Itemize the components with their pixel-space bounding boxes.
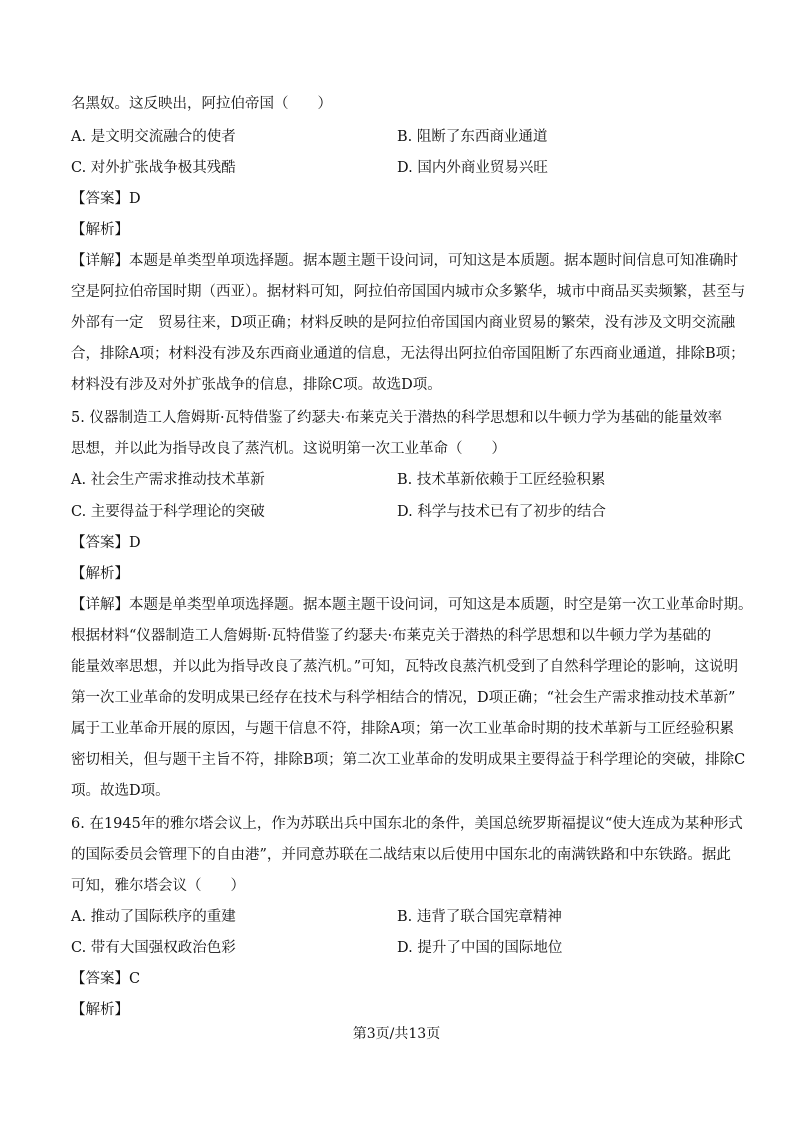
q4-answer: 【答案】D	[71, 191, 141, 207]
q6-stem-line-1: 6. 在1945年的雅尔塔会议上，作为苏联出兵中国东北的条件，美国总统罗斯福提议“使大连成为某种形式	[71, 816, 743, 832]
q5-answer: 【答案】D	[71, 535, 141, 551]
q6-option-a: A. 推动了国际秩序的重建	[71, 909, 236, 925]
q4-analysis-label: 【解析】	[71, 222, 129, 238]
q5-detail-line-1: 【详解】本题是单类型单项选择题。据本题主题干设问词，可知这是本质题，时空是第一次工业革命时期。	[71, 597, 753, 613]
q6-option-c: C. 带有大国强权政治色彩	[71, 940, 236, 956]
q4-detail-line-2: 空是阿拉伯帝国时期（西亚）。据材料可知，阿拉伯帝国国内城市众多繁华，城市中商品买卖频繁，甚至与	[71, 284, 746, 300]
q5-option-d: D. 科学与技术已有了初步的结合	[397, 504, 606, 520]
q5-analysis-label: 【解析】	[71, 566, 129, 582]
q4-option-c: C. 对外扩张战争极其残酷	[71, 160, 236, 176]
q5-detail-line-2: 根据材料“仪器制造工人詹姆斯·瓦特借鉴了约瑟夫·布莱克关于潜热的科学思想和以牛顿力学为基础的	[71, 628, 712, 644]
q5-option-c: C. 主要得益于科学理论的突破	[71, 504, 265, 520]
q4-detail-line-1: 【详解】本题是单类型单项选择题。据本题主题干设问词，可知这是本质题。据本题时间信息可知准确时	[71, 253, 738, 269]
page-number-footer: 第3页/共13页	[352, 1026, 441, 1042]
q5-stem-line-1: 5. 仪器制造工人詹姆斯·瓦特借鉴了约瑟夫·布莱克关于潜热的科学思想和以牛顿力学为基础的能量效率	[71, 410, 723, 426]
q4-option-d: D. 国内外商业贸易兴旺	[397, 160, 548, 176]
q5-detail-line-6: 密切相关，但与题干主旨不符，排除B项；第二次工业革命的发明成果主要得益于科学理论的突破，排除C	[71, 752, 746, 768]
q4-stem-tail: 名黑奴。这反映出，阿拉伯帝国（ ）	[71, 96, 332, 112]
q5-stem-line-2: 思想，并以此为指导改良了蒸汽机。这说明第一次工业革命（ ）	[71, 441, 506, 457]
q5-detail-line-7: 项。故选D项。	[71, 783, 170, 799]
q6-option-b: B. 违背了联合国宪章精神	[397, 909, 562, 925]
q5-detail-line-3: 能量效率思想，并以此为指导改良了蒸汽机。”可知，瓦特改良蒸汽机受到了自然科学理论的影响，这说明	[71, 659, 739, 675]
q6-stem-line-3: 可知，雅尔塔会议（ ）	[71, 878, 245, 894]
q6-analysis-label: 【解析】	[71, 1002, 129, 1018]
q4-option-b: B. 阻断了东西商业通道	[397, 129, 548, 145]
q4-detail-line-4: 合，排除A项；材料没有涉及东西商业通道的信息，无法得出阿拉伯帝国阻断了东西商业通道，排除B项；	[71, 346, 745, 362]
q5-detail-line-4: 第一次工业革命的发明成果已经存在技术与科学相结合的情况，D项正确；“社会生产需求推动技术革新”	[71, 690, 736, 706]
q5-option-b: B. 技术革新依赖于工匠经验积累	[397, 472, 606, 488]
q5-detail-line-5: 属于工业革命开展的原因，与题干信息不符，排除A项；第一次工业革命时期的技术革新与工匠经验积累	[71, 721, 734, 737]
q6-option-d: D. 提升了中国的国际地位	[397, 940, 563, 956]
q4-detail-line-5: 材料没有涉及对外扩张战争的信息，排除C项。故选D项。	[71, 377, 442, 393]
q6-stem-line-2: 的国际委员会管理下的自由港”，并同意苏联在二战结束以后使用中国东北的南满铁路和中东铁路。据此	[71, 847, 731, 863]
q4-detail-line-3: 外部有一定 贸易往来，D项正确；材料反映的是阿拉伯帝国国内商业贸易的繁荣，没有涉及文明交流融	[71, 315, 736, 331]
q5-option-a: A. 社会生产需求推动技术革新	[71, 472, 265, 488]
q6-answer: 【答案】C	[71, 971, 141, 987]
q4-option-a: A. 是文明交流融合的使者	[71, 129, 236, 145]
